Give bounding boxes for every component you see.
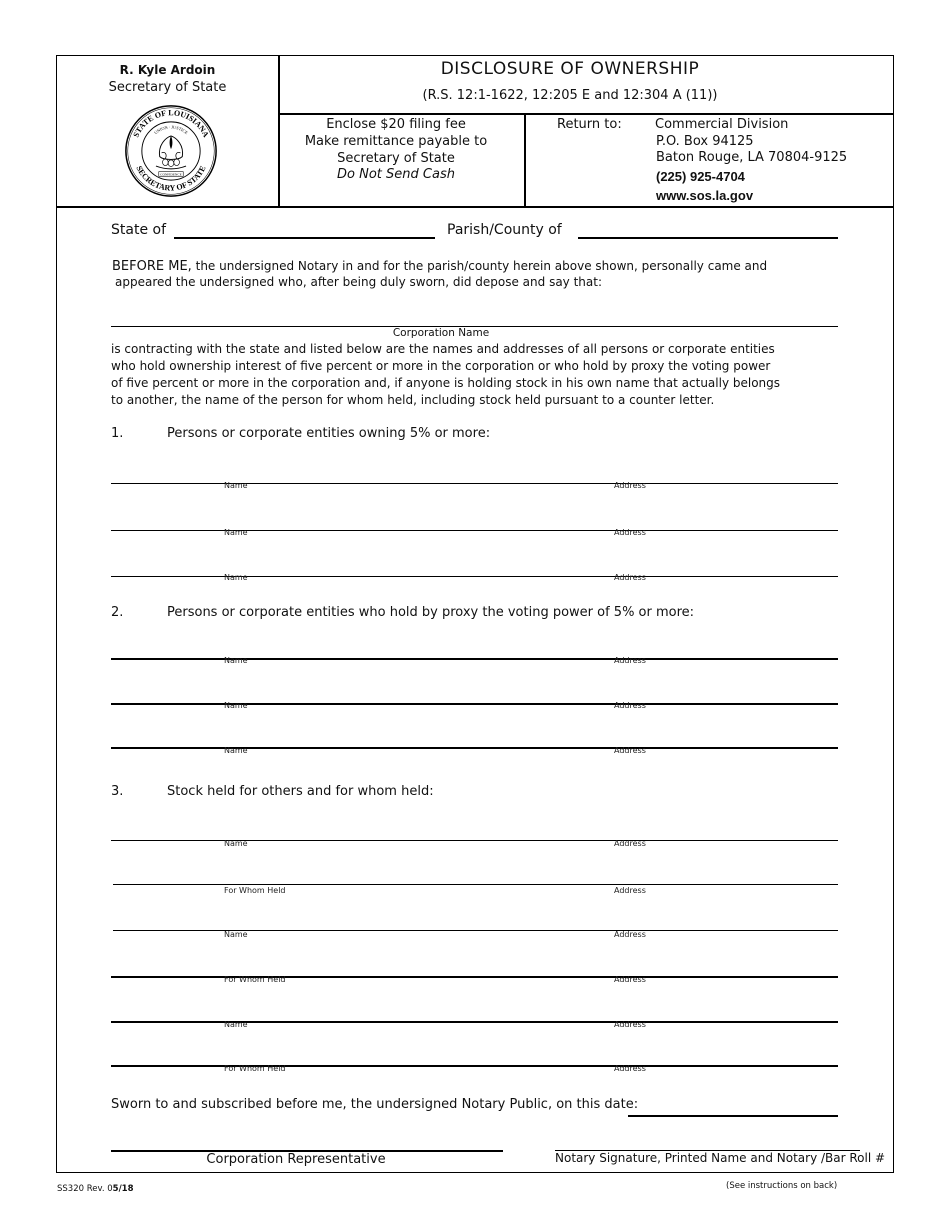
s1-row-1-right-label: Address bbox=[614, 481, 646, 490]
section-2-title: Persons or corporate entities who hold by proxy the voting power of 5% or more: bbox=[167, 605, 695, 620]
body-line-4: to another, the name of the person for whom held, including stock held pursuant to a counter letter. bbox=[111, 393, 715, 407]
s2-row-2-right-label: Address bbox=[614, 701, 646, 710]
s1-row-2-input[interactable] bbox=[111, 530, 838, 531]
s3-row-2-right-label: Address bbox=[614, 886, 646, 895]
section-1-title: Persons or corporate entities owning 5% or more: bbox=[167, 426, 491, 441]
s3-row-4-input[interactable] bbox=[111, 976, 838, 978]
s3-row-6-input[interactable] bbox=[111, 1065, 838, 1067]
body-line-3: of five percent or more in the corporation and, if anyone is holding stock in his own name that actually belongs bbox=[111, 376, 781, 390]
section-3-title: Stock held for others and for whom held: bbox=[167, 784, 434, 799]
s2-row-3-left-label: Name bbox=[224, 746, 248, 755]
notary-signature-label: Notary Signature, Printed Name and Notary /Bar Roll # bbox=[555, 1151, 886, 1165]
state-input[interactable] bbox=[174, 237, 435, 239]
fee-line-2: Make remittance payable to bbox=[304, 134, 488, 149]
before-me-lead: BEFORE ME, bbox=[112, 259, 192, 274]
s3-row-4-right-label: Address bbox=[614, 975, 646, 984]
instructions-note: (See instructions on back) bbox=[726, 1181, 838, 1191]
s3-row-3-left-label: Name bbox=[224, 930, 248, 939]
svg-text:STATE OF LOUISIANA bbox=[131, 108, 210, 139]
return-line-1: Commercial Division bbox=[655, 117, 789, 132]
s3-row-2-input[interactable] bbox=[113, 884, 838, 885]
fee-line-4: Do Not Send Cash bbox=[337, 167, 455, 182]
official-name: R. Kyle Ardoin bbox=[119, 63, 216, 77]
sworn-statement: Sworn to and subscribed before me, the undersigned Notary Public, on this date: bbox=[111, 1097, 639, 1112]
return-line-3: Baton Rouge, LA 70804-9125 bbox=[656, 150, 848, 165]
section-2-number: 2. bbox=[111, 605, 124, 620]
section-1-number: 1. bbox=[111, 426, 124, 441]
sworn-date-input[interactable] bbox=[628, 1115, 838, 1117]
s2-row-3-right-label: Address bbox=[614, 746, 646, 755]
return-phone: (225) 925-4704 bbox=[656, 169, 745, 184]
s2-row-1-left-label: Name bbox=[224, 656, 248, 665]
s3-row-5-left-label: Name bbox=[224, 1020, 248, 1029]
s3-row-3-right-label: Address bbox=[614, 930, 646, 939]
header-bottom-rule bbox=[56, 206, 894, 208]
official-title: Secretary of State bbox=[108, 80, 227, 95]
s1-row-2-left-label: Name bbox=[224, 528, 248, 537]
state-label: State of bbox=[111, 222, 167, 238]
body-line-1: is contracting with the state and listed below are the names and addresses of all persons or corporate entities bbox=[111, 342, 775, 356]
corporation-representative-label: Corporation Representative bbox=[206, 1152, 386, 1167]
body-line-2: who hold ownership interest of five percent or more in the corporation or who hold by proxy the voting power bbox=[111, 359, 771, 373]
return-line-2: P.O. Box 94125 bbox=[656, 134, 754, 149]
s1-row-1-left-label: Name bbox=[224, 481, 248, 490]
header-title-divider bbox=[278, 113, 894, 115]
seal-top-text: STATE OF LOUISIANA bbox=[131, 108, 211, 139]
s2-row-1-input[interactable] bbox=[111, 658, 838, 660]
s2-row-3-input[interactable] bbox=[111, 747, 838, 749]
s3-row-5-input[interactable] bbox=[111, 1021, 838, 1023]
return-label: Return to: bbox=[557, 117, 622, 132]
return-website[interactable]: www.sos.la.gov bbox=[656, 188, 754, 203]
fee-line-1: Enclose $20 filing fee bbox=[326, 117, 466, 132]
s3-row-6-right-label: Address bbox=[614, 1064, 646, 1073]
seal-motto-top: UNION · JUSTICE bbox=[153, 124, 189, 136]
s1-row-3-left-label: Name bbox=[224, 573, 248, 582]
s3-row-4-left-label: For Whom Held bbox=[224, 975, 286, 984]
s3-row-5-right-label: Address bbox=[614, 1020, 646, 1029]
corporation-name-label: Corporation Name bbox=[392, 327, 490, 339]
s3-row-1-left-label: Name bbox=[224, 839, 248, 848]
fee-return-divider bbox=[524, 113, 526, 207]
before-me-text: the undersigned Notary in and for the parish/county herein above shown, personally came and bbox=[191, 259, 768, 273]
form-number-text: SS320 Rev. 0 bbox=[57, 1184, 113, 1194]
before-me-line-1 bbox=[112, 259, 767, 274]
form-number bbox=[57, 1184, 134, 1194]
s1-row-2-right-label: Address bbox=[614, 528, 646, 537]
statute-reference: (R.S. 12:1-1622, 12:205 E and 12:304 A (11)) bbox=[422, 88, 718, 103]
s3-row-1-input[interactable] bbox=[111, 840, 838, 841]
s3-row-6-left-label: For Whom Held bbox=[224, 1064, 286, 1073]
parish-label: Parish/County of bbox=[447, 222, 562, 238]
s1-row-1-input[interactable] bbox=[111, 483, 838, 484]
section-3-number: 3. bbox=[111, 784, 124, 799]
before-me-line-2: appeared the undersigned who, after being duly sworn, did depose and say that: bbox=[115, 275, 603, 289]
form-title: DISCLOSURE OF OWNERSHIP bbox=[440, 59, 700, 79]
parish-input[interactable] bbox=[578, 237, 838, 239]
s1-row-3-right-label: Address bbox=[614, 573, 646, 582]
s2-row-1-right-label: Address bbox=[614, 656, 646, 665]
s2-row-2-input[interactable] bbox=[111, 703, 838, 705]
s3-row-1-right-label: Address bbox=[614, 839, 646, 848]
fee-line-3: Secretary of State bbox=[337, 151, 455, 166]
louisiana-seal-icon bbox=[124, 104, 218, 198]
s1-row-3-input[interactable] bbox=[111, 576, 838, 577]
svg-text:UNION · JUSTICE bbox=[153, 124, 189, 135]
s3-row-3-input[interactable] bbox=[113, 930, 838, 931]
seal-motto-bottom: CONFIDENCE bbox=[160, 172, 182, 177]
seal-bottom-text: SECRETARY OF STATE bbox=[134, 164, 208, 193]
s3-row-2-left-label: For Whom Held bbox=[224, 886, 286, 895]
form-revision: 5/18 bbox=[112, 1184, 134, 1194]
s2-row-2-left-label: Name bbox=[224, 701, 248, 710]
